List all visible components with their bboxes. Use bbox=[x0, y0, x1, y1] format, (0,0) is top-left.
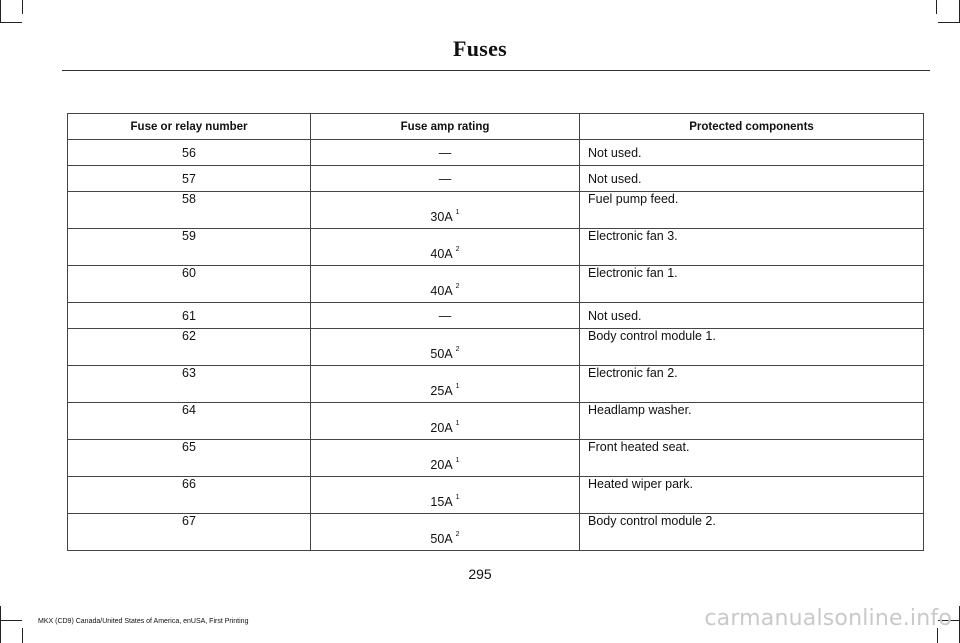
table-row bbox=[68, 403, 924, 440]
watermark: carmanualsonline.info bbox=[704, 606, 952, 631]
crop-mark bbox=[0, 606, 1, 643]
protected-component: Not used. bbox=[580, 166, 924, 192]
amp-value: 50A bbox=[430, 347, 453, 361]
amp-value: 15A bbox=[430, 495, 453, 509]
amp-rating bbox=[311, 303, 580, 329]
protected-component: Body control module 1. bbox=[580, 329, 924, 366]
amp-value: 30A bbox=[430, 210, 453, 224]
page-title: Fuses bbox=[452, 36, 508, 61]
protected-component: Headlamp washer. bbox=[580, 403, 924, 440]
amp-value: 20A bbox=[430, 458, 453, 472]
protected-component: Heated wiper park. bbox=[580, 477, 924, 514]
crop-mark bbox=[0, 620, 22, 621]
crop-mark bbox=[936, 0, 937, 14]
crop-mark bbox=[22, 628, 23, 643]
footnote-marker: 2 bbox=[455, 283, 460, 290]
amp-rating bbox=[311, 140, 580, 166]
table-row bbox=[68, 266, 924, 303]
table-header-row bbox=[68, 114, 924, 140]
fuse-number: 57 bbox=[68, 166, 311, 192]
footnote-marker: 1 bbox=[455, 420, 460, 427]
protected-component: Not used. bbox=[580, 303, 924, 329]
amp-value: 50A bbox=[430, 532, 453, 546]
amp-value: — bbox=[438, 308, 452, 323]
footnote-marker: 1 bbox=[455, 383, 460, 390]
protected-component: Electronic fan 3. bbox=[580, 229, 924, 266]
table-row bbox=[68, 366, 924, 403]
amp-rating bbox=[311, 477, 580, 514]
table-row bbox=[68, 303, 924, 329]
amp-rating bbox=[311, 192, 580, 229]
amp-value: 40A bbox=[430, 284, 453, 298]
amp-value: 40A bbox=[430, 247, 453, 261]
amp-value: 25A bbox=[430, 384, 453, 398]
footnote-marker: 1 bbox=[455, 494, 460, 501]
table-row bbox=[68, 514, 924, 551]
amp-rating bbox=[311, 366, 580, 403]
amp-value: — bbox=[438, 145, 452, 160]
crop-mark bbox=[0, 22, 22, 23]
table-row bbox=[68, 229, 924, 266]
crop-mark bbox=[22, 0, 23, 14]
fuse-number: 62 bbox=[68, 329, 311, 366]
protected-component: Electronic fan 1. bbox=[580, 266, 924, 303]
amp-rating bbox=[311, 403, 580, 440]
fuse-number: 61 bbox=[68, 303, 311, 329]
table-row bbox=[68, 329, 924, 366]
fuse-table bbox=[67, 113, 924, 551]
protected-component: Front heated seat. bbox=[580, 440, 924, 477]
footnote-marker: 1 bbox=[455, 209, 460, 216]
amp-rating bbox=[311, 229, 580, 266]
footnote-marker: 2 bbox=[455, 346, 460, 353]
protected-component: Body control module 2. bbox=[580, 514, 924, 551]
fuse-number: 59 bbox=[68, 229, 311, 266]
amp-rating bbox=[311, 514, 580, 551]
protected-component: Fuel pump feed. bbox=[580, 192, 924, 229]
table-row bbox=[68, 140, 924, 166]
amp-rating bbox=[311, 266, 580, 303]
amp-value: — bbox=[438, 171, 452, 186]
header-fuse-number: Fuse or relay number bbox=[68, 114, 311, 140]
fuse-number: 65 bbox=[68, 440, 311, 477]
fuse-number: 60 bbox=[68, 266, 311, 303]
amp-rating bbox=[311, 166, 580, 192]
page-number: 295 bbox=[468, 566, 492, 582]
footnote-marker: 2 bbox=[455, 531, 460, 538]
amp-rating bbox=[311, 440, 580, 477]
footnote-marker: 1 bbox=[455, 457, 460, 464]
amp-value: 20A bbox=[430, 421, 453, 435]
table-row bbox=[68, 192, 924, 229]
table-row bbox=[68, 440, 924, 477]
header-protected-components: Protected components bbox=[580, 114, 924, 140]
fuse-number: 67 bbox=[68, 514, 311, 551]
title-rule bbox=[62, 70, 930, 71]
footer-text: MKX (CD9) Canada/United States of America, enUSA, First Printing bbox=[38, 618, 249, 625]
protected-component: Electronic fan 2. bbox=[580, 366, 924, 403]
fuse-number: 64 bbox=[68, 403, 311, 440]
crop-mark bbox=[938, 22, 960, 23]
protected-component: Not used. bbox=[580, 140, 924, 166]
header-amp-rating: Fuse amp rating bbox=[311, 114, 580, 140]
table-row bbox=[68, 477, 924, 514]
crop-mark bbox=[0, 0, 1, 22]
fuse-number: 58 bbox=[68, 192, 311, 229]
amp-rating bbox=[311, 329, 580, 366]
table-row bbox=[68, 166, 924, 192]
fuse-number: 56 bbox=[68, 140, 311, 166]
fuse-number: 63 bbox=[68, 366, 311, 403]
footnote-marker: 2 bbox=[455, 246, 460, 253]
fuse-number: 66 bbox=[68, 477, 311, 514]
